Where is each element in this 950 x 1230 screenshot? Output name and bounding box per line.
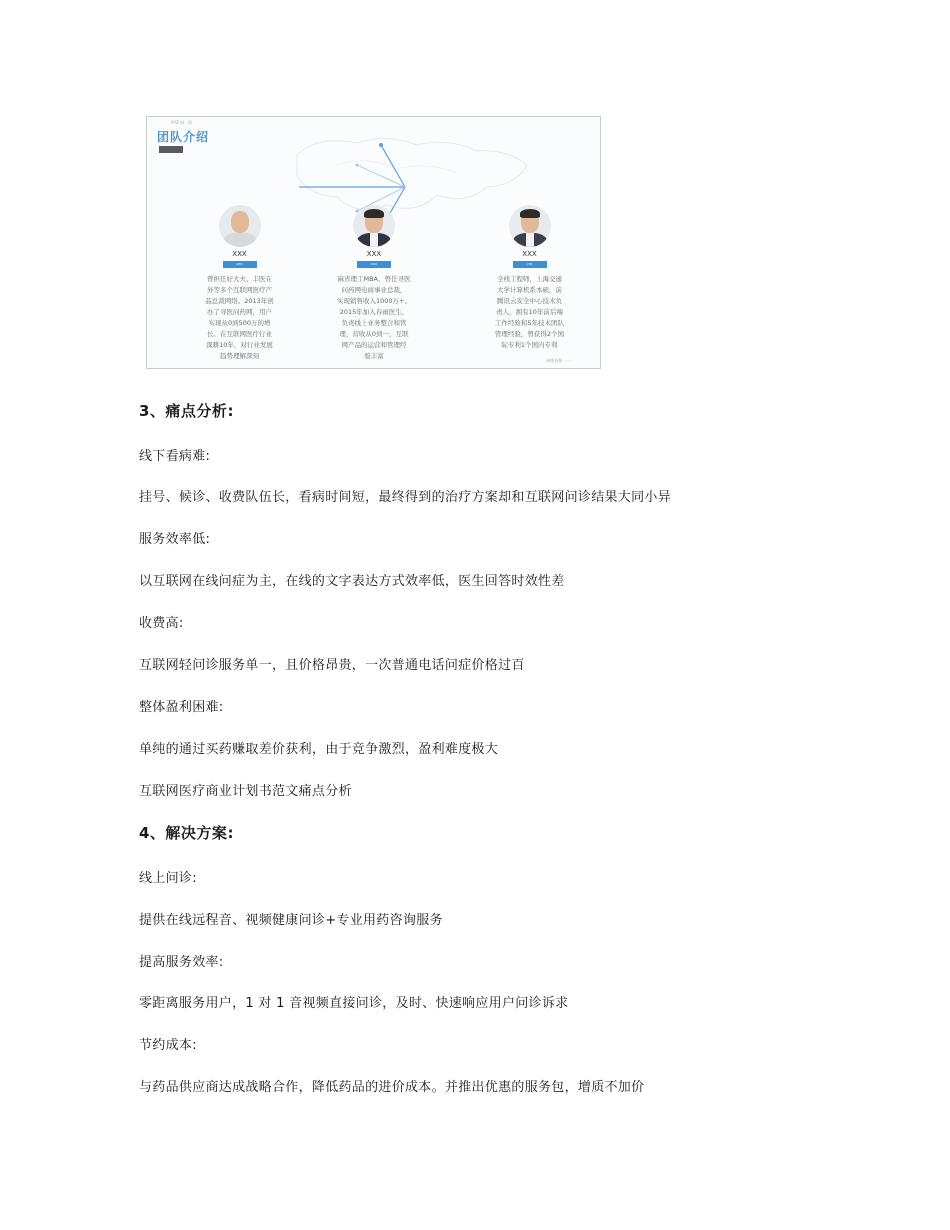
paragraph-label: 服务效率低: [139,532,211,547]
paragraph-text: 零距离服务用户，1 对 1 音视频直接问诊，及时、快速响应用户问诊诉求 [139,996,569,1011]
member-description: 全栈工程师，上海交通 大学计算机系本硕，前 腾讯云安全中心技术负 责人，拥有10年前后端 工作经验和5年技术团队 管理经验，曾获得2个国 际专利1个国内专利 [494,275,565,349]
section-heading-pain-points: 3、痛点分析: [139,402,234,420]
figure-header-small: XYZ 网 · 团 [171,120,193,125]
team-intro-figure [146,116,601,369]
member-name: XXX [522,250,537,258]
paragraph-text: 互联网轻问诊服务单一，且价格昂贵，一次普通电话问症价格过百 [139,658,525,673]
avatar [509,205,551,247]
figure-footer: 网络资源 · · · [546,358,570,363]
member-description: 麻省理工MBA，曾任寻医 问药网电商事业总裁， 实现销售收入1000万+。 2015年加入春雨医生， 负责线上业务整合和管 理，营收从0到一，互联 网产品的运营和管理经 验丰富 [337,275,411,360]
paragraph-label: 整体盈利困难: [139,700,224,715]
member-description: 曾担任好大夫、丰医在 外等多个互联网医疗产 品总裁网络。2013年创 办了寻医问药网，用户 实现从0到500万的增 长。在互联网医疗行业 深耕10年，对行业发展 趋势理解深刻 [205,275,274,360]
paragraph-text: 挂号、候诊、收费队伍长，看病时间短，最终得到的治疗方案却和互联网问诊结果大同小异 [139,490,672,505]
paragraph-text: 以互联网在线问症为主，在线的文字表达方式效率低，医生回答时效性差 [139,574,565,589]
caption: 互联网医疗商业计划书范文痛点分析 [139,784,352,799]
paragraph-label: 线上问诊: [139,871,197,886]
member-role: CEO [223,261,257,268]
paragraph-label: 收费高: [139,616,184,631]
paragraph-text: 单纯的通过买药赚取差价获利，由于竞争激烈，盈利难度极大 [139,742,499,757]
member-name: XXX [366,250,382,258]
member-role: CTO [513,261,547,268]
paragraph-label: 提高服务效率: [139,955,224,970]
member-name: XXX [232,250,247,258]
figure-title: 团队介绍 [157,130,210,144]
section-heading-solutions: 4、解决方案: [139,824,234,842]
paragraph-label: 节约成本: [139,1038,197,1053]
team-member-card [482,205,577,351]
paragraph-text: 提供在线远程音、视频健康问诊+专业用药咨询服务 [139,913,443,928]
avatar [219,205,261,247]
paragraph-label: 线下看病难: [139,449,211,464]
figure-tag [159,146,183,153]
avatar [353,205,395,247]
member-role: COO [357,261,391,268]
team-member-card [324,205,424,362]
paragraph-text: 与药品供应商达成战略合作，降低药品的进价成本。并推出优惠的服务包，增质不加价 [139,1080,645,1095]
team-member-card [192,205,287,362]
